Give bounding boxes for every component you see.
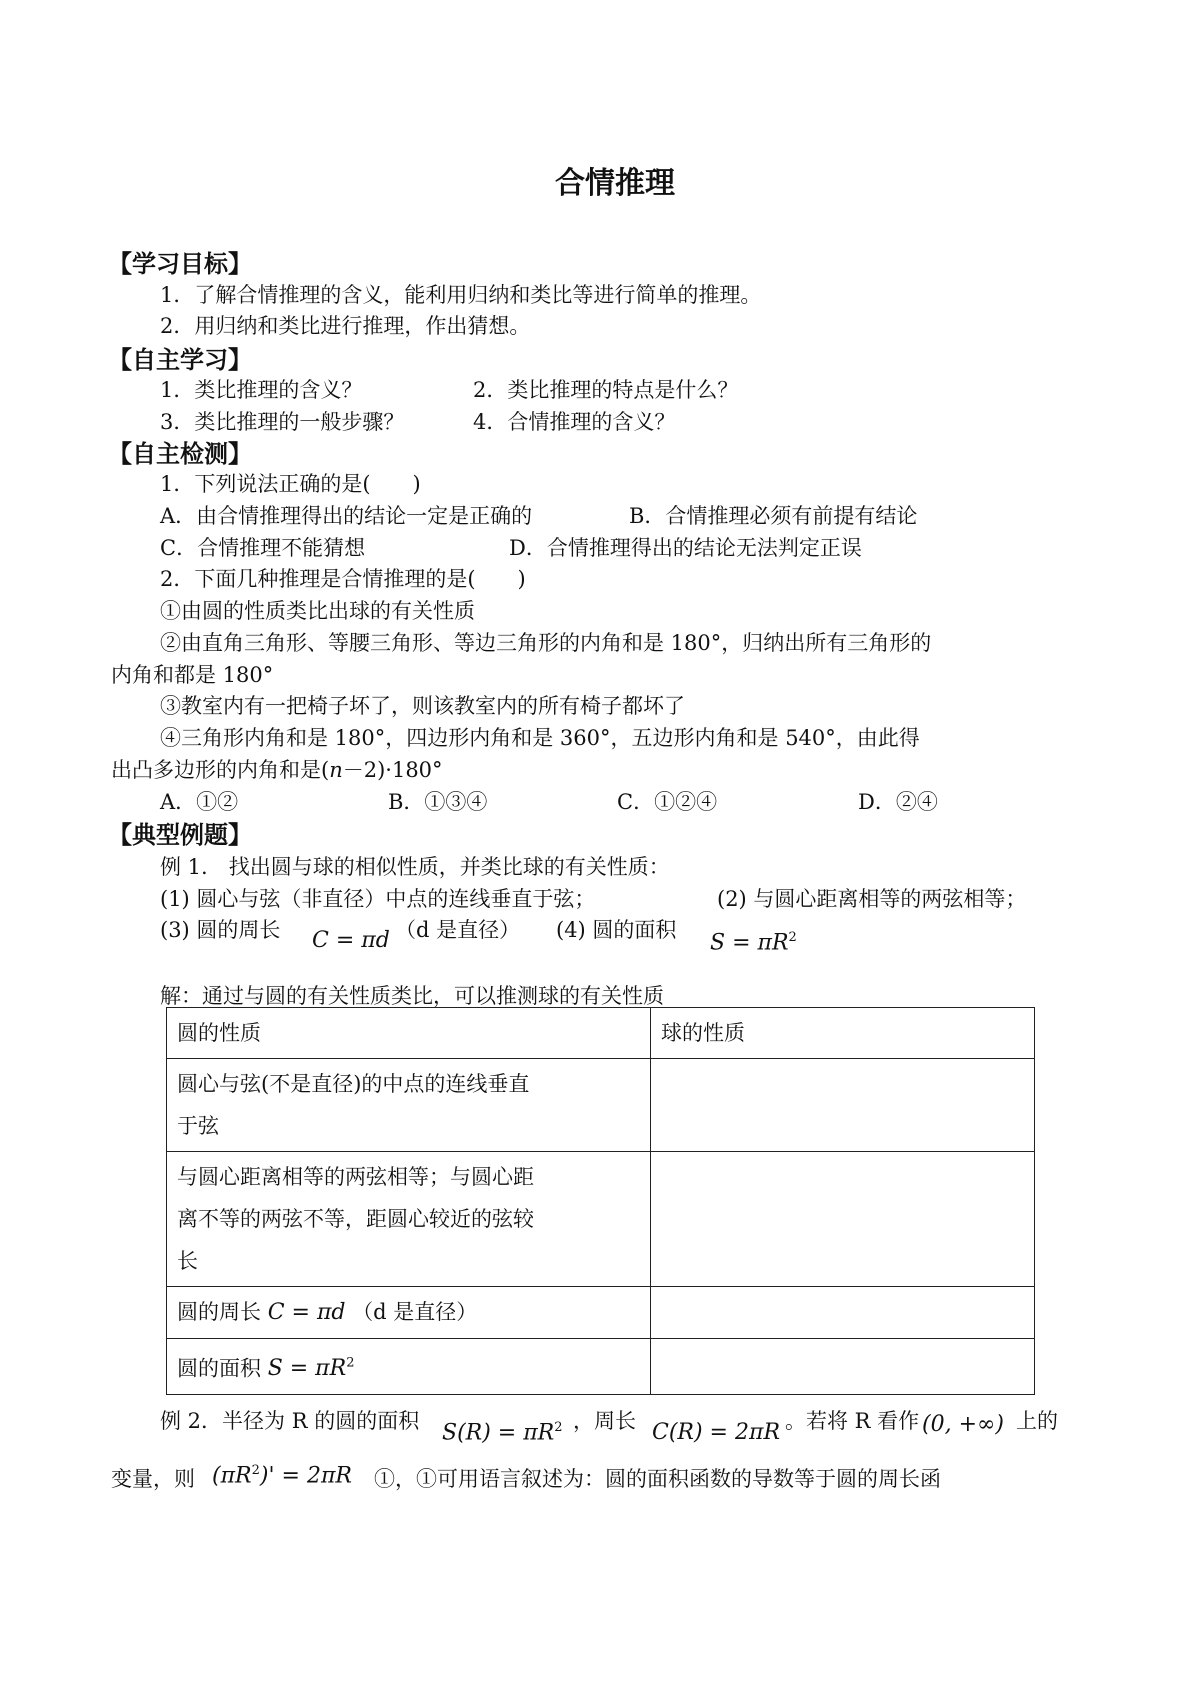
example-2-text: 上的: [1016, 1409, 1058, 1433]
cell-line: 于弦: [177, 1114, 219, 1138]
self-study-question: 4．合情推理的含义？: [473, 410, 676, 434]
formula-text: )' = 2πR: [259, 1463, 352, 1489]
example-1-property: (4) 圆的面积: [556, 918, 677, 942]
check-question-2: 2．下面几种推理是合情推理的是( ): [160, 567, 526, 591]
check-option-b: B．①③④: [388, 790, 488, 814]
exponent: 2: [554, 1420, 563, 1435]
table-row: [167, 1008, 1035, 1059]
formula-area: [710, 930, 797, 955]
example-2-text: 例 2．半径为 R 的圆的面积: [160, 1409, 420, 1433]
cell-label: 圆的面积: [177, 1356, 261, 1381]
variable-n: n: [329, 758, 343, 782]
table-row: [167, 1287, 1035, 1339]
formula-text: S = πR: [267, 1356, 347, 1382]
formula-derivative: [212, 1463, 352, 1488]
formula-text: S(R) = πR: [442, 1420, 555, 1446]
table-cell-sphere: [651, 1339, 1035, 1395]
cell-line: 与圆心距离相等的两弦相等；与圆心距: [177, 1165, 534, 1189]
check-statement: ③教室内有一把椅子坏了，则该教室内的所有椅子都坏了: [160, 694, 685, 718]
cell-line: 离不等的两弦不等，距圆心较近的弦较: [177, 1207, 534, 1231]
example-1-solution: 解：通过与圆的有关性质类比，可以推测球的有关性质: [160, 984, 664, 1008]
table-cell-circle: [167, 1339, 651, 1395]
goal-item: 1．了解合情推理的含义，能利用归纳和类比等进行简单的推理。: [160, 283, 762, 307]
text-fragment: －2)·180°: [342, 758, 443, 782]
page-title: 合情推理: [555, 166, 675, 201]
check-statement: ②由直角三角形、等腰三角形、等边三角形的内角和是 180°，归纳出所有三角形的: [160, 631, 932, 655]
formula-interval: (0, +∞): [922, 1412, 1004, 1437]
section-heading-examples: 【典型例题】: [108, 821, 252, 849]
check-option-d: D．合情推理得出的结论无法判定正误: [509, 536, 862, 560]
goal-item: 2．用归纳和类比进行推理，作出猜想。: [160, 314, 531, 338]
cell-note: （d 是直径）: [352, 1300, 478, 1324]
table-header-circle: 圆的性质: [167, 1008, 651, 1059]
example-2-text: ，周长: [573, 1409, 636, 1433]
self-study-question: 3．类比推理的一般步骤？: [160, 410, 405, 434]
check-option-a: A．①②: [160, 790, 239, 814]
cell-line: 圆心与弦(不是直径)的中点的连线垂直: [177, 1072, 530, 1096]
exponent: 2: [251, 1463, 260, 1478]
table-cell-circle: [167, 1059, 651, 1152]
table-row: [167, 1059, 1035, 1152]
text-fragment: 出凸多边形的内角和是(: [111, 758, 330, 782]
example-1-intro: 例 1. 找出圆与球的相似性质，并类比球的有关性质：: [160, 855, 670, 879]
table-cell-circle: [167, 1287, 651, 1339]
example-1-property: (2) 与圆心距离相等的两弦相等；: [717, 887, 1027, 911]
formula-area-function: [442, 1420, 563, 1445]
formula-area: [268, 1356, 355, 1381]
table-cell-sphere: [651, 1287, 1035, 1339]
exponent: 2: [788, 930, 797, 945]
example-2-text: ①，①可用语言叙述为：圆的面积函数的导数等于圆的周长函: [374, 1467, 941, 1491]
check-statement-continued: 内角和都是 180°: [111, 663, 274, 687]
section-heading-self-check: 【自主检测】: [108, 440, 252, 468]
check-option-a: A．由合情推理得出的结论一定是正确的: [160, 504, 533, 528]
table-row: [167, 1339, 1035, 1395]
formula-circumference: C = πd: [312, 928, 390, 953]
formula-circumference-function: C(R) = 2πR: [652, 1420, 781, 1445]
cell-line: 长: [177, 1249, 198, 1273]
check-statement: ④三角形内角和是 180°，四边形内角和是 360°，五边形内角和是 540°，由此得: [160, 726, 920, 750]
table-cell-sphere: [651, 1152, 1035, 1287]
check-statement-continued: [111, 754, 443, 784]
self-study-question: 1．类比推理的含义？: [160, 378, 363, 402]
cell-label: 圆的周长: [177, 1300, 261, 1324]
check-option-b: B．合情推理必须有前提有结论: [629, 504, 918, 528]
exponent: 2: [346, 1356, 355, 1371]
table-cell-sphere: [651, 1059, 1035, 1152]
example-2-text: 变量，则: [111, 1467, 195, 1491]
table-row: [167, 1152, 1035, 1287]
check-option-d: D．②④: [858, 790, 938, 814]
check-option-c: C．合情推理不能猜想: [160, 536, 366, 560]
formula-text: S = πR: [710, 930, 789, 956]
formula-circumference: C = πd: [267, 1300, 346, 1325]
formula-text: (πR: [212, 1463, 252, 1489]
table-cell-circle: [167, 1152, 651, 1287]
example-1-property: (3) 圆的周长: [160, 918, 281, 942]
check-question-1: 1．下列说法正确的是( ): [160, 472, 421, 496]
example-1-note: （d 是直径）: [395, 918, 521, 942]
example-2-text: 。若将 R 看作: [785, 1409, 920, 1433]
section-heading-self-study: 【自主学习】: [108, 346, 252, 374]
check-option-c: C．①②④: [617, 790, 718, 814]
table-header-sphere: 球的性质: [651, 1008, 1035, 1059]
section-heading-goals: 【学习目标】: [108, 250, 252, 278]
properties-table: [166, 1007, 1035, 1395]
check-statement: ①由圆的性质类比出球的有关性质: [160, 599, 475, 623]
self-study-question: 2．类比推理的特点是什么？: [473, 378, 739, 402]
example-1-property: (1) 圆心与弦（非直径）中点的连线垂直于弦；: [160, 887, 596, 911]
